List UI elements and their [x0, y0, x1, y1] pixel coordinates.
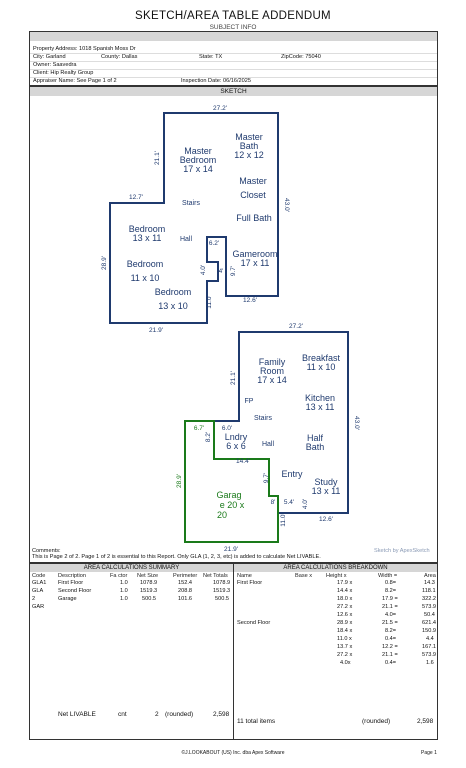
- upper-dim-left: 28.9': [101, 256, 108, 270]
- summary-cell: First Floor: [58, 580, 84, 586]
- upper-dim-step: 12.7': [129, 194, 143, 201]
- state: State: TX: [199, 54, 223, 60]
- breakdown-cell: 11.0 x: [337, 636, 352, 642]
- lower-room-stairs: Stairs: [254, 415, 272, 422]
- county: County: Dallas: [101, 54, 138, 60]
- lower-dim-entry-bottom: 5.4': [283, 499, 295, 506]
- breakdown-cell: 573.9: [422, 652, 436, 658]
- breakdown-total-label: 11 total items: [237, 718, 276, 725]
- client: Client: Hip Realty Group: [33, 70, 94, 76]
- lower-dim-right: 43.0': [353, 416, 360, 430]
- breakdown-cell: 621.4: [422, 620, 436, 626]
- breakdown-cell: 13.7 x: [337, 644, 353, 650]
- upper-dim-notch-left: 4.0': [200, 264, 207, 276]
- net-livable-total: 2,598: [213, 711, 230, 718]
- subject-info-label: SUBJECT INFO: [209, 24, 257, 31]
- lower-room-half-bath: Half Bath: [305, 433, 325, 452]
- breakdown-cell: 0.4=: [385, 636, 397, 642]
- breakdown-header-base: Base x: [295, 573, 313, 579]
- breakdown-cell: 21.1 =: [382, 604, 398, 610]
- net-livable-rounded: (rounded): [165, 711, 194, 718]
- upper-room-master-bedroom: Master Bedroom 17 x 14: [179, 146, 217, 174]
- breakdown-cell: 150.9: [422, 628, 436, 634]
- breakdown-cell: 50.4: [424, 612, 435, 618]
- summary-cell: Garage: [58, 596, 77, 602]
- lower-dim-left-top: 21.1': [230, 371, 237, 385]
- lower-dim-hall-bottom: 14.4': [236, 458, 250, 465]
- breakdown-cell: 4.4: [426, 636, 434, 642]
- summary-header-net-totals: Net Totals: [203, 573, 228, 579]
- footer-copyright: ©J.LOOKABOUT (US) Inc. dba Apex Software: [181, 750, 285, 756]
- summary-header-code: Code: [32, 573, 46, 579]
- breakdown-header-width: Width =: [378, 573, 398, 579]
- lower-dim-entry-small: 8': [270, 499, 276, 506]
- lower-dim-garage-right: 11.0': [280, 513, 287, 527]
- lower-dim-bottom: 21.9': [224, 546, 238, 553]
- lower-room-family-room: Family Room 17 x 14: [257, 357, 287, 385]
- breakdown-bar: [234, 564, 437, 572]
- upper-room-master-bath: Master Bath 12 x 12: [234, 132, 264, 160]
- summary-header-net-size: Net Size: [137, 573, 159, 579]
- summary-cell: 152.4: [178, 580, 192, 586]
- breakdown-total: 2,598: [417, 718, 434, 725]
- breakdown-cell: 4.0=: [385, 612, 397, 618]
- summary-cell: 208.8: [178, 588, 192, 594]
- comments-label: Comments:: [32, 548, 61, 554]
- lower-dim-step: 4.0': [302, 498, 309, 510]
- breakdown-rounded: (rounded): [362, 718, 391, 725]
- upper-dim-bottom: 21.9': [149, 327, 163, 334]
- lower-dim-laundry-left: 8.2': [205, 431, 212, 443]
- breakdown-cell: 27.2 x: [337, 652, 353, 658]
- breakdown-title: AREA CALCULATIONS BREAKDOWN: [283, 565, 388, 571]
- breakdown-header-height: Height x: [326, 573, 347, 579]
- breakdown-cell: 17.9 x: [337, 580, 353, 586]
- summary-header-description: Description: [58, 573, 86, 579]
- summary-title: AREA CALCULATIONS SUMMARY: [83, 565, 180, 571]
- breakdown-cell: 8.2=: [385, 588, 397, 594]
- upper-dim-left-top: 21.1': [154, 151, 161, 165]
- lower-dim-entry-left: 9.7': [263, 472, 270, 484]
- breakdown-cell: 21.5 =: [382, 620, 398, 626]
- inspection-date: Inspection Date: 06/16/2025: [181, 78, 251, 84]
- upper-room-full-bath: Full Bath: [236, 213, 272, 223]
- summary-header-factor: Fa ctor: [110, 573, 128, 579]
- net-livable-label: Net LIVABLE: [58, 711, 96, 718]
- breakdown-cell: 12.2 =: [382, 644, 398, 650]
- summary-cell: 1.0: [120, 596, 128, 602]
- summary-cell: 1519.3: [140, 588, 158, 594]
- lower-room-study: Study 13 x 11: [311, 477, 341, 496]
- owner: Owner: Saavedra: [33, 62, 77, 68]
- page-title: SKETCH/AREA TABLE ADDENDUM: [135, 10, 331, 22]
- breakdown-header-area: Area: [424, 573, 436, 579]
- upper-dim-lower-notch: 11.0': [206, 295, 213, 309]
- upper-room-gameroom: Gameroom 17 x 11: [232, 249, 278, 268]
- summary-cell: GLA: [32, 588, 44, 594]
- upper-room-bedroom-1: Bedroom 13 x 11: [128, 224, 166, 243]
- summary-cell: 2: [32, 596, 36, 602]
- breakdown-cell: 4.0x: [340, 660, 351, 666]
- upper-room-stairs: Stairs: [182, 200, 200, 207]
- summary-cell: 1078.9: [140, 580, 158, 586]
- breakdown-cell: 21.1 =: [382, 652, 398, 658]
- appraiser-name: Appraiser Name: See Page 1 of 2: [33, 78, 117, 84]
- breakdown-cell: 167.1: [422, 644, 436, 650]
- lower-dim-garage-top: 6.7': [193, 425, 205, 432]
- breakdown-cell: 322.2: [422, 596, 436, 602]
- breakdown-cell: 18.0 x: [337, 596, 353, 602]
- lower-room-laundry: Lndry 6 x 6: [224, 432, 248, 451]
- breakdown-cell: First Floor: [237, 580, 263, 586]
- property-address: Property Address: 1018 Spanish Moss Dr: [33, 46, 136, 52]
- breakdown-cell: 0.4=: [385, 660, 397, 666]
- summary-cell: 1078.9: [213, 580, 231, 586]
- summary-header-perimeter: Perimeter: [173, 573, 198, 579]
- breakdown-cell: 118.1: [422, 588, 436, 594]
- footer-page-number: Page 1: [421, 750, 437, 756]
- summary-cell: 1519.3: [213, 588, 231, 594]
- lower-dim-top: 27.2': [289, 323, 303, 330]
- lower-room-garage: Garag e 20 x 20: [216, 490, 245, 520]
- summary-cell: 500.5: [215, 596, 229, 602]
- lower-room-kitchen: Kitchen 13 x 11: [304, 393, 336, 412]
- net-livable-count: 2: [155, 711, 159, 718]
- summary-cell: 1.0: [120, 580, 128, 586]
- upper-room-master-closet: Master Closet: [239, 176, 267, 200]
- zipcode: ZipCode: 75040: [281, 54, 321, 60]
- summary-cell: GLA1: [32, 580, 47, 586]
- upper-room-bedroom-3: Bedroom 13 x 10: [154, 287, 192, 311]
- upper-dim-notch-small: 4': [218, 268, 224, 275]
- summary-bar: [30, 564, 233, 572]
- upper-dim-notch-top: 6.2': [208, 240, 220, 247]
- tables-divider: [233, 563, 234, 740]
- breakdown-header-name: Name: [237, 573, 252, 579]
- sketch-by-label: Sketch by ApexSketch: [374, 548, 430, 554]
- lower-room-hall: Hall: [261, 441, 275, 448]
- breakdown-cell: 27.2 x: [337, 604, 353, 610]
- breakdown-cell: 14.3: [424, 580, 435, 586]
- breakdown-cell: 14.4 x: [337, 588, 353, 594]
- lower-dim-laundry-top: 6.0': [221, 425, 233, 432]
- summary-cell: GAR: [32, 604, 45, 610]
- breakdown-cell: 28.9 x: [337, 620, 353, 626]
- breakdown-cell: 573.9: [422, 604, 436, 610]
- net-livable-cnt-label: cnt: [118, 711, 127, 718]
- city: City: Garland: [33, 54, 66, 60]
- upper-dim-notch-right: 9.7': [230, 265, 237, 277]
- breakdown-cell: 17.9 =: [382, 596, 398, 602]
- breakdown-cell: 12.6 x: [337, 612, 353, 618]
- breakdown-cell: 18.4 x: [337, 628, 353, 634]
- comments-text: This is Page 2 of 2. Page 1 of 2 is essential to this Report. Only GLA (1, 2, 3, etc) is added to calculate Net LIVABLE.: [32, 554, 321, 560]
- summary-cell: 500.5: [142, 596, 156, 602]
- lower-room-breakfast: Breakfast 11 x 10: [301, 353, 341, 372]
- breakdown-cell: 8.2=: [385, 628, 397, 634]
- lower-dim-garage-left: 28.9': [176, 474, 183, 488]
- upper-dim-right: 43.0': [283, 198, 290, 212]
- breakdown-cell: Second Floor: [237, 620, 271, 626]
- sketch-title: SKETCH: [220, 88, 247, 95]
- lower-dim-bottom-right: 12.6': [319, 516, 333, 523]
- upper-dim-top: 27.2': [213, 105, 227, 112]
- breakdown-cell: 0.8=: [385, 580, 397, 586]
- upper-dim-bottom-right: 12.6': [243, 297, 257, 304]
- summary-cell: Second Floor: [58, 588, 92, 594]
- lower-room-entry: Entry: [281, 469, 303, 479]
- upper-room-hall: Hall: [179, 236, 193, 243]
- summary-cell: 1.0: [120, 588, 128, 594]
- summary-cell: 101.6: [178, 596, 192, 602]
- lower-room-fp: FP: [244, 398, 254, 405]
- breakdown-cell: 1.6: [426, 660, 434, 666]
- upper-room-bedroom-2: Bedroom 11 x 10: [126, 259, 164, 283]
